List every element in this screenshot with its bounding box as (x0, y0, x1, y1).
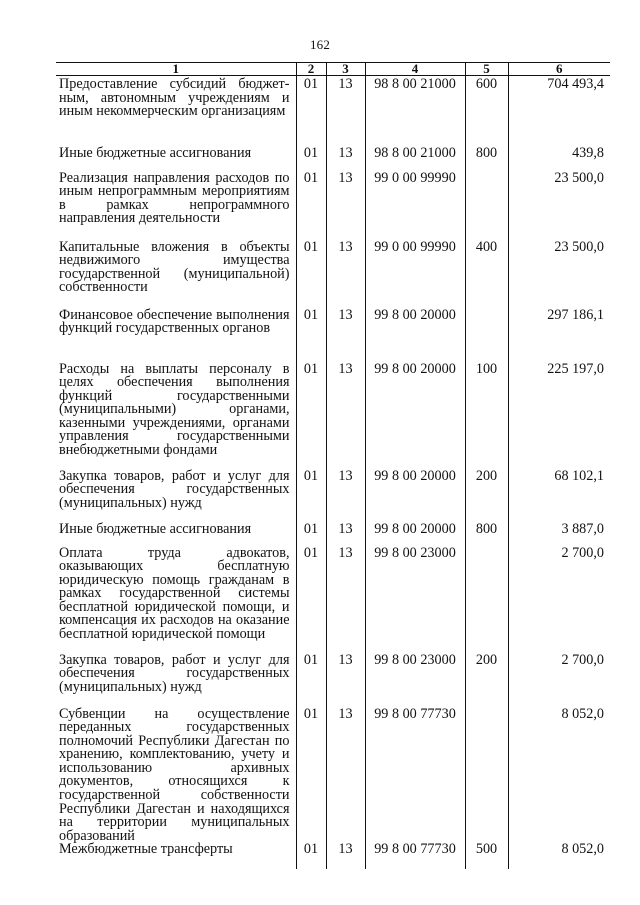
row-amount: 8 052,0 (508, 708, 610, 844)
row-name: Закупка товаров, работ и услуг для обеспечения государственных (муниципальных) нужд (59, 467, 290, 511)
row-amount: 439,8 (508, 147, 610, 172)
row-podrazdel: 13 (326, 172, 365, 241)
row-target-article: 99 8 00 77730 (365, 843, 465, 869)
header-col-5: 5 (465, 63, 508, 76)
header-col-3: 3 (326, 63, 365, 76)
row-podrazdel: 13 (326, 309, 365, 363)
header-col-1: 1 (56, 63, 296, 76)
row-expense-type: 200 (465, 654, 508, 708)
row-amount: 225 197,0 (508, 363, 610, 470)
row-target-article: 99 8 00 20000 (365, 523, 465, 547)
row-expense-type: 400 (465, 241, 508, 309)
row-name: Финансовое обеспечение выполнения функций государственных органов (59, 306, 290, 337)
row-podrazdel: 13 (326, 843, 365, 869)
row-amount: 3 887,0 (508, 523, 610, 547)
row-name: Предоставление субсидий бюджетным, автономным учреждениям и иным некоммерческим организациям (59, 76, 290, 120)
table-row (56, 172, 610, 241)
row-podrazdel: 13 (326, 547, 365, 654)
row-podrazdel: 13 (326, 470, 365, 523)
row-target-article: 99 8 00 20000 (365, 363, 465, 470)
row-expense-type: 500 (465, 843, 508, 869)
row-razdel: 01 (296, 363, 326, 470)
row-amount: 297 186,1 (508, 309, 610, 363)
row-amount: 23 500,0 (508, 241, 610, 309)
row-razdel: 01 (296, 76, 326, 147)
row-target-article: 99 8 00 20000 (365, 470, 465, 523)
row-name: Иные бюджетные ассигнования (59, 144, 252, 161)
table-row (56, 470, 610, 523)
table-row (56, 523, 610, 547)
row-target-article: 99 8 00 77730 (365, 708, 465, 844)
row-amount: 8 052,0 (508, 843, 610, 869)
row-razdel: 01 (296, 547, 326, 654)
table-row (56, 147, 610, 172)
page-number: 162 (309, 37, 331, 52)
row-podrazdel: 13 (326, 363, 365, 470)
row-expense-type (465, 547, 508, 654)
row-podrazdel: 13 (326, 76, 365, 147)
row-expense-type: 200 (465, 470, 508, 523)
row-razdel: 01 (296, 172, 326, 241)
row-target-article: 99 0 00 99990 (365, 172, 465, 241)
header-col-4: 4 (365, 63, 465, 76)
row-razdel: 01 (296, 309, 326, 363)
row-razdel: 01 (296, 708, 326, 844)
row-expense-type (465, 708, 508, 844)
row-razdel: 01 (296, 654, 326, 708)
row-expense-type: 800 (465, 147, 508, 172)
row-expense-type (465, 309, 508, 363)
row-podrazdel: 13 (326, 654, 365, 708)
header-col-2: 2 (296, 63, 326, 76)
table-row (56, 309, 610, 363)
row-name: Расходы на выплаты персоналу в целях обеспечения выполнения функций государственными (муниципальными) органами, казенными учреждениями, органами управления государственными внебюджетными фондами (59, 360, 290, 459)
row-amount: 2 700,0 (508, 654, 610, 708)
table-row (56, 241, 610, 309)
header-col-6: 6 (508, 63, 610, 76)
budget-table (56, 62, 610, 869)
row-razdel: 01 (296, 147, 326, 172)
row-target-article: 98 8 00 21000 (365, 76, 465, 147)
row-razdel: 01 (296, 523, 326, 547)
row-amount: 23 500,0 (508, 172, 610, 241)
row-name: Закупка товаров, работ и услуг для обеспечения государственных (муниципальных) нужд (59, 651, 290, 695)
row-expense-type: 600 (465, 76, 508, 147)
row-podrazdel: 13 (326, 147, 365, 172)
row-name: Реализация направления расходов по иным непрограммным мероприятиям в рамках непрограммного направления деятельности (59, 169, 290, 227)
row-amount: 2 700,0 (508, 547, 610, 654)
row-expense-type: 100 (465, 363, 508, 470)
table-row (56, 76, 610, 147)
row-amount: 68 102,1 (508, 470, 610, 523)
row-target-article: 98 8 00 21000 (365, 147, 465, 172)
row-target-article: 99 8 00 23000 (365, 547, 465, 654)
row-razdel: 01 (296, 843, 326, 869)
row-target-article: 99 8 00 23000 (365, 654, 465, 708)
row-amount: 704 493,4 (508, 76, 610, 147)
row-expense-type (465, 172, 508, 241)
row-name: Оплата труда адвокатов, оказывающих бесплатную юридическую помощь гражданам в рамках государственной системы бесплатной юридической помощи, и компенсация их расходов на оказание бесплатной юридической помощи (59, 544, 290, 643)
row-podrazdel: 13 (326, 241, 365, 309)
table-row (56, 843, 610, 869)
table-row (56, 654, 610, 708)
row-name: Субвенции на осуществление переданных государственных полномочий Республики Дагестан по хранению, комплектованию, учету и использованию архивных документов, относящихся к государственной собственности Республики Дагестан и находящихся на территории муниципальных образований (59, 705, 290, 844)
row-name: Капитальные вложения в объекты недвижимого имущества государственной (муниципальной) собственности (59, 238, 290, 296)
row-name: Иные бюджетные ассигнования (59, 520, 252, 537)
row-expense-type: 800 (465, 523, 508, 547)
row-target-article: 99 8 00 20000 (365, 309, 465, 363)
table-row (56, 547, 610, 654)
row-razdel: 01 (296, 470, 326, 523)
table-row (56, 363, 610, 470)
row-podrazdel: 13 (326, 523, 365, 547)
row-podrazdel: 13 (326, 708, 365, 844)
row-razdel: 01 (296, 241, 326, 309)
header-row (56, 63, 610, 76)
row-name: Межбюджетные трансферты (59, 841, 233, 858)
table-row (56, 708, 610, 844)
row-target-article: 99 0 00 99990 (365, 241, 465, 309)
